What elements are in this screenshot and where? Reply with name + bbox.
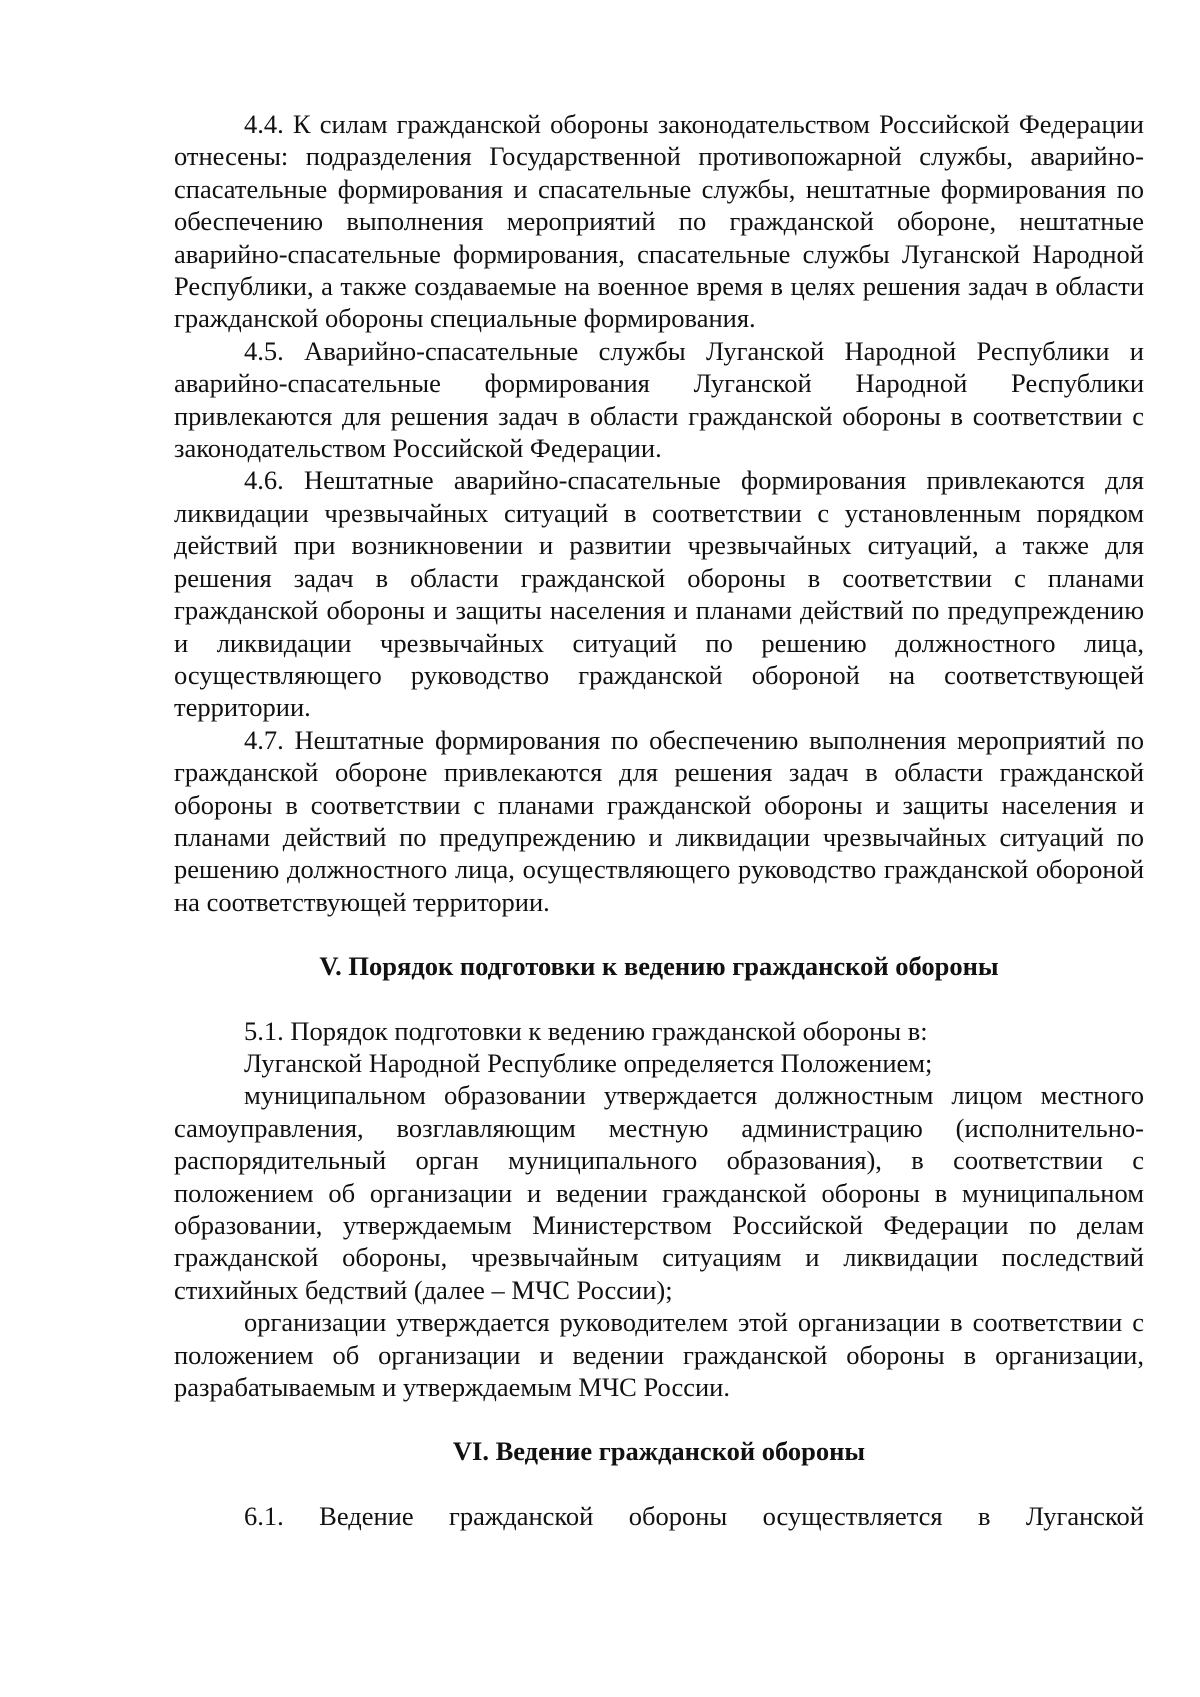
- paragraph-5-1-lnr: Луганской Народной Республике определяется Положением;: [244, 1047, 933, 1078]
- spacer: [174, 918, 1144, 950]
- section-5-heading: V. Порядок подготовки к ведению гражданской обороны: [319, 951, 999, 982]
- spacer: [174, 1468, 1144, 1500]
- paragraph-5-1-municipal: муниципальном образовании утверждается должностным лицом местного самоуправления, возглавляющим местную администрацию (исполнительно-распорядительный орган муниципального образования), в соответствии с положением об организации и ведении гражданской обороны в муниципальном образовании, утверждаемым Министерством Российской Федерации по делам гражданской обороны, чрезвычайным ситуациям и ликвидации последствий стихийных бедствий (далее – МЧС России);: [174, 1080, 1144, 1305]
- paragraph-5-1-organization: организации утверждается руководителем этой организации в соответствии с положением об организации и ведении гражданской обороны в организации, разрабатываемым и утверждаемым МЧС России.: [174, 1307, 1144, 1403]
- paragraph-4-7: 4.7. Нештатные формирования по обеспечению выполнения мероприятий по гражданской обороне привлекаются для решения задач в области гражданской обороны в соответствии с планами гражданской обороны и защиты населения и планами действий по предупреждению и ликвидации чрезвычайных ситуаций по решению должностного лица, осуществляющего руководство гражданской обороной на соответствующей территории.: [174, 724, 1144, 917]
- paragraph-4-5: 4.5. Аварийно-спасательные службы Луганской Народной Республики и аварийно-спасательные формирования Луганской Народной Республики привлекаются для решения задач в области гражданской обороны в соответствии с законодательством Российской Федерации.: [174, 335, 1144, 464]
- paragraph-4-4: 4.4. К силам гражданской обороны законодательством Российской Федерации отнесены: подразделения Государственной противопожарной службы, аварийно-спасательные формирования и спасательные службы, нештатные формирования по обеспечению выполнения мероприятий по гражданской обороне, нештатные аварийно-спасательные формирования, спасательные службы Луганской Народной Республики, а также создаваемые на военное время в целях решения задач в области гражданской обороны специальные формирования.: [174, 109, 1144, 334]
- paragraph-6-1: 6.1. Ведение гражданской обороны осуществляется в Луганской: [244, 1500, 1144, 1531]
- paragraph-4-6: 4.6. Нештатные аварийно-спасательные формирования привлекаются для ликвидации чрезвычайных ситуаций в соответствии с установленным порядком действий при возникновении и развитии чрезвычайных ситуаций, а также для решения задач в области гражданской обороны в соответствии с планами гражданской обороны и защиты населения и планами действий по предупреждению и ликвидации чрезвычайных ситуаций по решению должностного лица, осуществляющего руководство гражданской обороной на соответствующей территории.: [174, 465, 1144, 723]
- paragraph-5-1: 5.1. Порядок подготовки к ведению гражданской обороны в:: [244, 1015, 928, 1046]
- document-page: [174, 108, 1144, 1532]
- spacer: [174, 1403, 1144, 1435]
- section-6-heading: VI. Ведение гражданской обороны: [452, 1436, 866, 1467]
- spacer: [174, 983, 1144, 1015]
